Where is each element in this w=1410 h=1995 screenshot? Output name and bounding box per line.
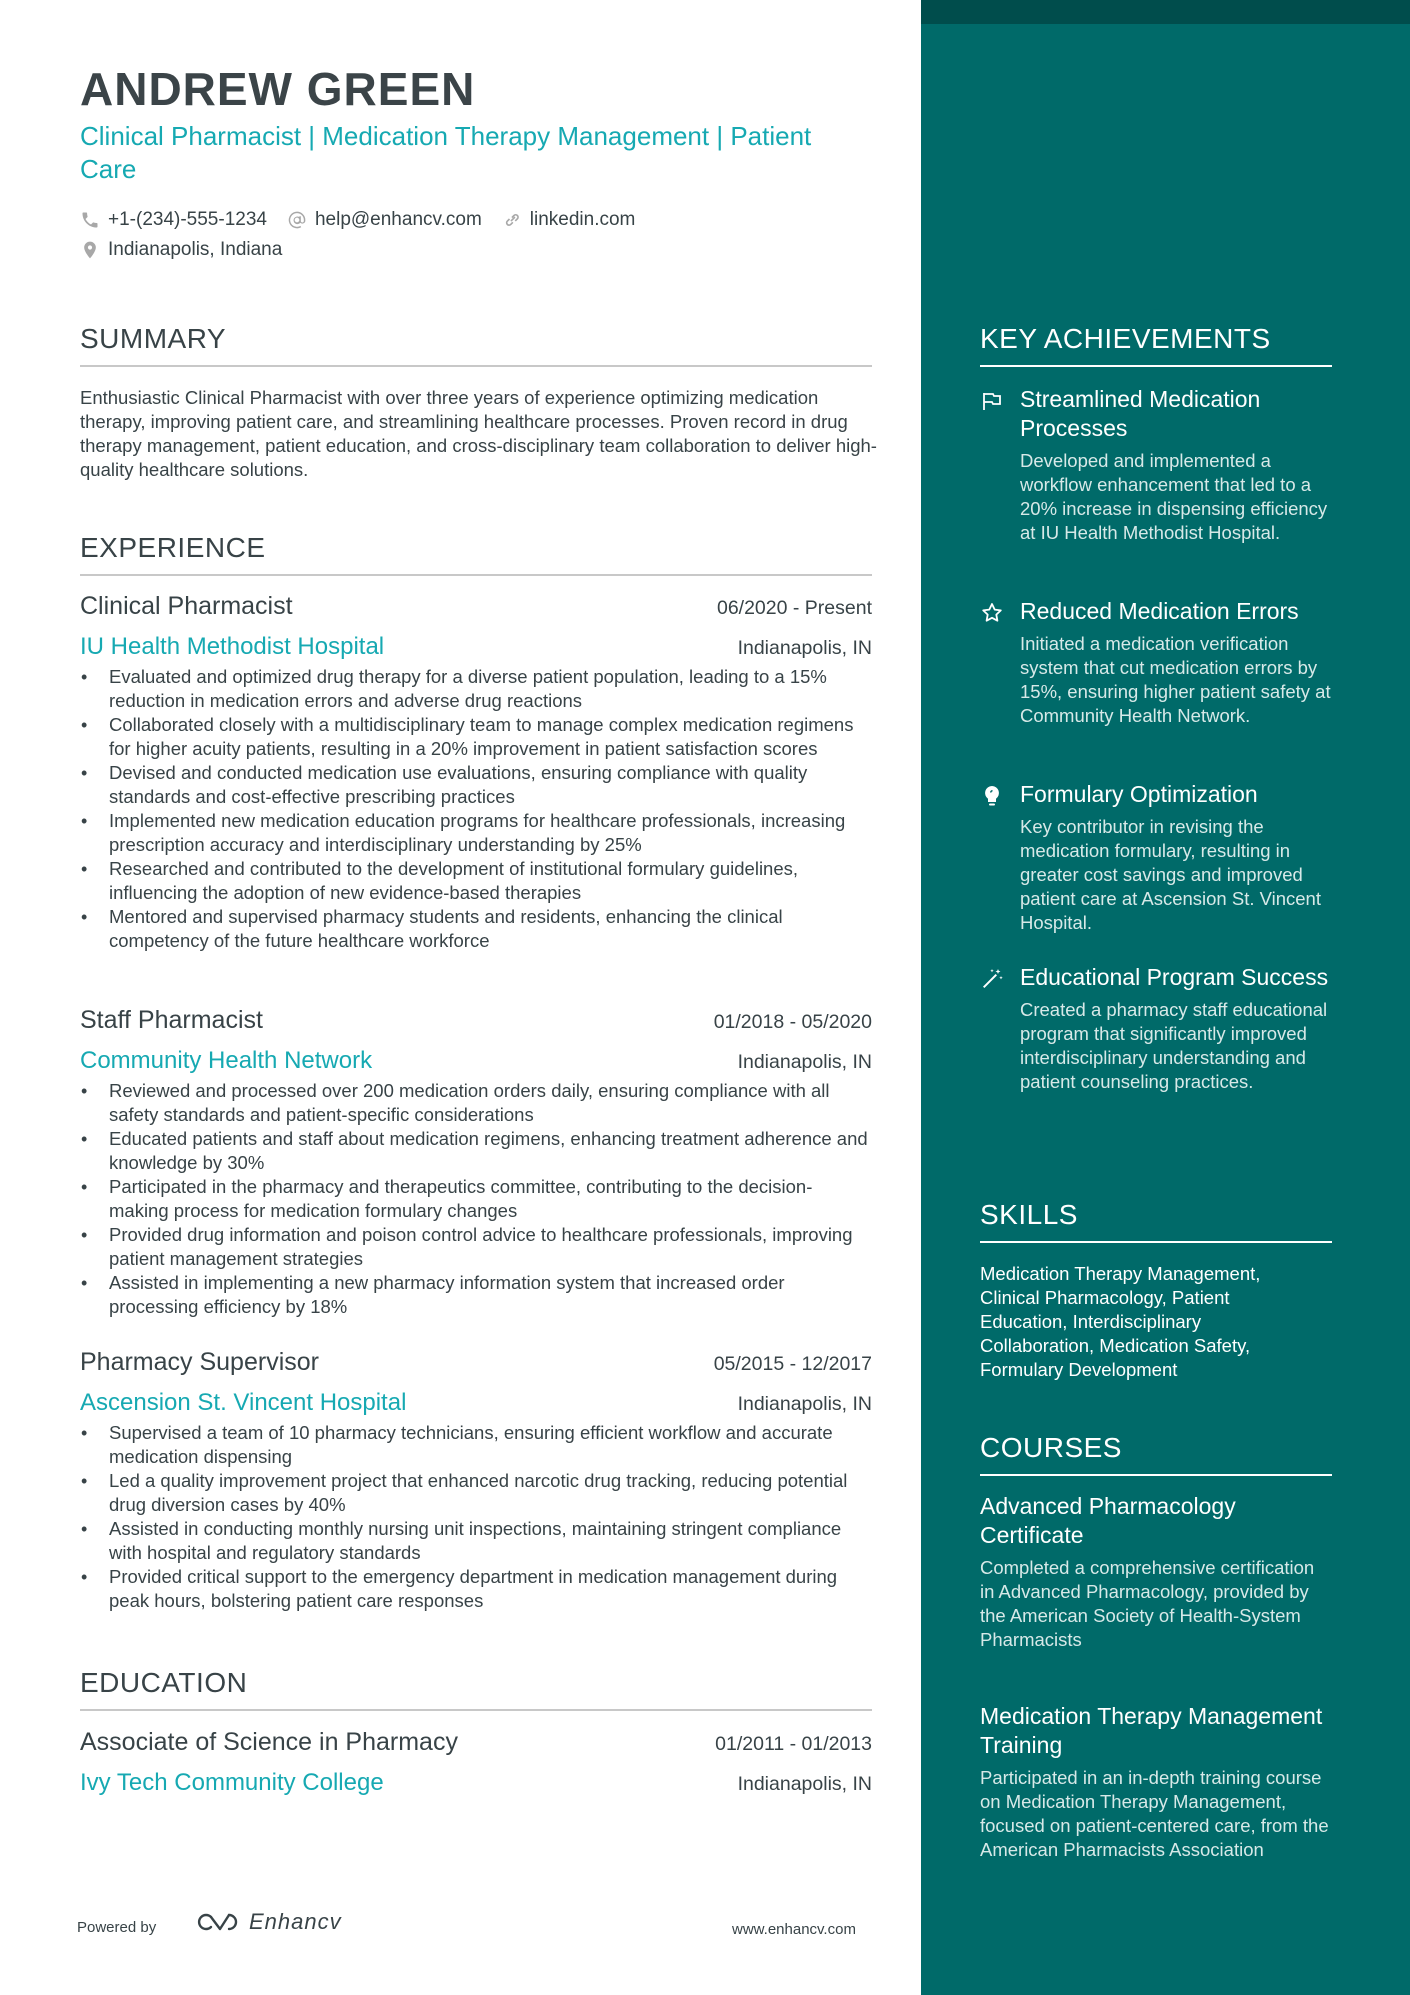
bullet-item: • Educated patients and staff about medication regimens, enhancing treatment adherence and knowledge by 30%: [80, 1127, 872, 1175]
job-dates: 06/2020 - Present: [716, 597, 872, 619]
job-organization: Ascension St. Vincent Hospital: [80, 1389, 407, 1416]
achievement-title: Streamlined Medication Processes: [1020, 386, 1261, 441]
achievement-title: Formulary Optimization: [1020, 781, 1258, 807]
job-title: Staff Pharmacist: [80, 1006, 263, 1034]
phone-text: +1-(234)-555-1234: [108, 209, 267, 230]
bullet-item: • Assisted in implementing a new pharmacy information system that increased order processing efficiency by 18%: [80, 1271, 872, 1319]
achievement-description: Created a pharmacy staff educational program that significantly improved interdisciplinary understanding and patient counseling practices.: [1020, 999, 1328, 1092]
enhancv-logo[interactable]: [195, 1909, 342, 1935]
course-description: Completed a comprehensive certification in Advanced Pharmacology, provided by the American Society of Health-System Pharmacists: [980, 1557, 1315, 1650]
bullet-item: • Implemented new medication education programs for healthcare professionals, increasing prescription accuracy and interdisciplinary understanding by 25%: [80, 809, 872, 857]
bullet-item: • Provided critical support to the emergency department in medication management during peak hours, bolstering patient care responses: [80, 1565, 872, 1613]
achievement-item: [980, 385, 1332, 545]
bullet-item: • Evaluated and optimized drug therapy for a diverse patient population, leading to a 15% reduction in medication errors and adverse drug reactions: [80, 665, 872, 713]
job-location: Indianapolis, IN: [737, 637, 872, 659]
contact-info: [80, 205, 880, 265]
achievement-description: Developed and implemented a workflow enhancement that led to a 20% increase in dispensing efficiency at IU Health Methodist Hospital.: [1020, 450, 1328, 543]
powered-by-label: Powered by: [77, 1919, 157, 1936]
bullet-item: • Collaborated closely with a multidisciplinary team to manage complex medication regimens for higher acuity patients, resulting in a 20% improvement in patient satisfaction scores: [80, 713, 872, 761]
school-location: Indianapolis, IN: [737, 1773, 872, 1795]
course-item: [980, 1702, 1332, 1862]
star-icon: [980, 601, 1004, 625]
job-title: Pharmacy Supervisor: [80, 1348, 319, 1376]
job-location: Indianapolis, IN: [737, 1051, 872, 1073]
contact-row: [80, 205, 880, 235]
enhancv-brand-text: Enhancv: [249, 1909, 342, 1934]
job-entry: [80, 1348, 872, 1613]
course-description: Participated in an in-depth training course on Medication Therapy Management, focused on patient-centered care, from the American Pharmacists Association: [980, 1767, 1329, 1860]
course-title: Medication Therapy Management Training: [980, 1703, 1323, 1758]
courses-heading: COURSES: [980, 1432, 1332, 1476]
job-bullets: [80, 665, 872, 953]
degree-title: Associate of Science in Pharmacy: [80, 1728, 458, 1756]
location-text: Indianapolis, Indiana: [108, 239, 283, 260]
job-dates: 01/2018 - 05/2020: [713, 1011, 872, 1033]
bullet-item: • Reviewed and processed over 200 medication orders daily, ensuring compliance with all safety standards and patient-specific considerations: [80, 1079, 872, 1127]
magic-wand-icon: [980, 967, 1004, 991]
candidate-name: ANDREW GREEN: [80, 63, 476, 115]
contact-row: [80, 235, 880, 265]
experience-heading: EXPERIENCE: [80, 532, 872, 576]
education-heading: EDUCATION: [80, 1667, 872, 1711]
job-organization: Community Health Network: [80, 1047, 373, 1074]
bullet-item: • Participated in the pharmacy and therapeutics committee, contributing to the decision-making process for medication formulary changes: [80, 1175, 872, 1223]
phone-icon: [80, 210, 100, 230]
link-text[interactable]: linkedin.com: [529, 209, 636, 230]
job-entry: [80, 592, 872, 953]
school-name: Ivy Tech Community College: [80, 1769, 384, 1796]
achievement-item: [980, 963, 1332, 1094]
job-entry: [80, 1006, 872, 1319]
email-text[interactable]: help@enhancv.com: [314, 209, 482, 230]
bullet-item: • Led a quality improvement project that enhanced narcotic drug tracking, reducing potential drug diversion cases by 40%: [80, 1469, 872, 1517]
bullet-item: • Devised and conducted medication use evaluations, ensuring compliance with quality standards and cost-effective prescribing practices: [80, 761, 872, 809]
bullet-item: • Assisted in conducting monthly nursing unit inspections, maintaining stringent compliance with hospital and regulatory standards: [80, 1517, 872, 1565]
course-title: Advanced Pharmacology Certificate: [980, 1493, 1236, 1548]
job-location: Indianapolis, IN: [737, 1393, 872, 1415]
bullet-item: • Provided drug information and poison control advice to healthcare professionals, improving patient management strategies: [80, 1223, 872, 1271]
skills-heading: SKILLS: [980, 1199, 1332, 1243]
enhancv-logo-icon: [195, 1909, 241, 1935]
skills-list: Medication Therapy Management, Clinical Pharmacology, Patient Education, Interdisciplinary Collaboration, Medication Safety, Formulary Development: [980, 1263, 1261, 1380]
education-dates: 01/2011 - 01/2013: [715, 1733, 872, 1755]
achievements-heading: KEY ACHIEVEMENTS: [980, 323, 1332, 367]
job-title: Clinical Pharmacist: [80, 592, 293, 620]
bullet-item: • Supervised a team of 10 pharmacy technicians, ensuring efficient workflow and accurate medication dispensing: [80, 1421, 872, 1469]
achievement-description: Key contributor in revising the medication formulary, resulting in greater cost savings and improved patient care at Ascension St. Vincent Hospital.: [1020, 816, 1321, 933]
lightbulb-icon: [980, 784, 1004, 808]
contact-email[interactable]: [287, 209, 482, 231]
contact-link[interactable]: [502, 209, 636, 231]
bullet-item: • Mentored and supervised pharmacy students and residents, enhancing the clinical competency of the future healthcare workforce: [80, 905, 872, 953]
achievement-item: [980, 597, 1332, 728]
summary-heading: SUMMARY: [80, 323, 872, 367]
job-organization: IU Health Methodist Hospital: [80, 633, 385, 660]
summary-text: Enthusiastic Clinical Pharmacist with over three years of experience optimizing medication therapy, improving patient care, and streamlining healthcare processes. Proven record in drug therapy management, patient education, and cross-disciplinary team collaboration to deliver high-quality healthcare solutions.: [80, 387, 877, 480]
sidebar-top-band: [921, 0, 1410, 24]
education-entry: [80, 1728, 872, 1797]
link-icon: [502, 210, 522, 230]
achievement-title: Reduced Medication Errors: [1020, 598, 1299, 624]
footer-url[interactable]: www.enhancv.com: [732, 1921, 856, 1938]
achievement-item: [980, 780, 1332, 935]
bullet-item: • Researched and contributed to the development of institutional formulary guidelines, influencing the adoption of new evidence-based therapies: [80, 857, 872, 905]
course-item: [980, 1492, 1332, 1652]
contact-location: [80, 239, 282, 261]
flag-icon: [980, 389, 1004, 413]
job-dates: 05/2015 - 12/2017: [713, 1353, 872, 1375]
contact-phone: [80, 209, 267, 231]
at-sign-icon: [287, 210, 307, 230]
location-pin-icon: [80, 240, 100, 260]
candidate-headline: Clinical Pharmacist | Medication Therapy Management | Patient Care: [80, 121, 812, 184]
job-bullets: [80, 1421, 872, 1613]
achievement-description: Initiated a medication verification system that cut medication errors by 15%, ensuring higher patient safety at Community Health Network.: [1020, 633, 1331, 726]
achievement-title: Educational Program Success: [1020, 964, 1329, 990]
job-bullets: [80, 1079, 872, 1319]
